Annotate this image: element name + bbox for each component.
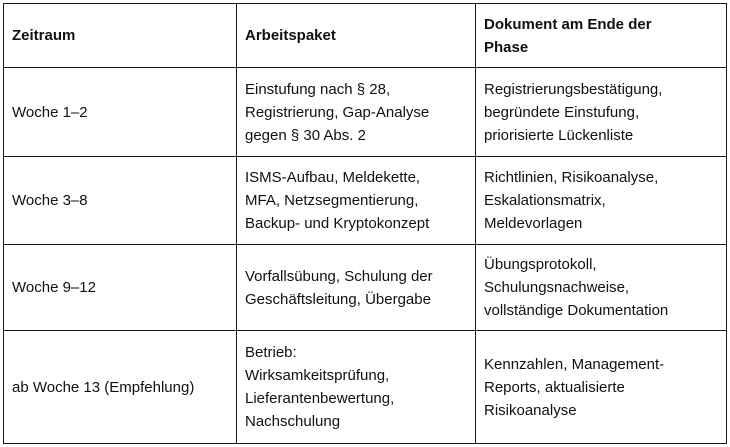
cell-line: vollständige Dokumentation [484, 302, 669, 319]
cell-arbeitspaket [237, 245, 476, 331]
cell-dokument [476, 157, 727, 245]
header-arbeitspaket: Arbeitspaket [237, 4, 476, 68]
cell-line: Registrierung, Gap-Analyse [245, 103, 430, 121]
cell-line: Lieferantenbewertung, [245, 390, 395, 407]
header-dokument [476, 4, 727, 68]
cell-line: Betrieb: [245, 344, 297, 361]
cell-line: Einstufung nach § 28, [245, 80, 391, 98]
cell-line: begründete Einstufung, [484, 103, 640, 121]
cell-line: gegen § 30 Abs. 2 [245, 126, 366, 144]
cell-zeitraum: ab Woche 13 (Empfehlung) [4, 331, 237, 444]
table-header-row [4, 4, 727, 68]
cell-line: Geschäftsleitung, Übergabe [245, 290, 431, 308]
cell-line: Registrierungsbestätigung, [484, 80, 663, 98]
cell-line: Schulungsnachweise, [484, 279, 630, 296]
phase-table [3, 3, 727, 444]
header-dokument-line: Phase [484, 38, 529, 56]
table-row [4, 331, 727, 444]
cell-zeitraum: Woche 1–2 [4, 68, 237, 157]
table-row [4, 245, 727, 331]
cell-arbeitspaket [237, 68, 476, 157]
cell-line: Reports, aktualisierte [484, 378, 625, 396]
cell-line: Eskalationsmatrix, [484, 192, 606, 209]
cell-line: Kennzahlen, Management- [484, 355, 665, 373]
cell-line: Richtlinien, Risikoanalyse, [484, 169, 659, 186]
cell-line: ISMS-Aufbau, Meldekette, [245, 169, 421, 186]
cell-dokument [476, 68, 727, 157]
cell-line: Risikoanalyse [484, 401, 577, 419]
header-dokument-line: Dokument am Ende der [484, 15, 652, 33]
cell-line: Vorfallsübung, Schulung der [245, 267, 433, 285]
table-row [4, 68, 727, 157]
table-row [4, 157, 727, 245]
cell-line: Nachschulung [245, 413, 341, 430]
cell-line: Übungsprotokoll, [484, 256, 597, 273]
cell-dokument [476, 245, 727, 331]
cell-line: Backup- und Kryptokonzept [245, 215, 430, 232]
cell-zeitraum: Woche 3–8 [4, 157, 237, 245]
cell-line: priorisierte Lückenliste [484, 126, 634, 144]
cell-dokument [476, 331, 727, 444]
cell-line: MFA, Netzsegmentierung, [245, 192, 419, 209]
cell-line: Meldevorlagen [484, 215, 583, 232]
cell-line: Wirksamkeitsprüfung, [245, 367, 390, 384]
header-zeitraum: Zeitraum [4, 4, 237, 68]
cell-zeitraum: Woche 9–12 [4, 245, 237, 331]
cell-arbeitspaket [237, 331, 476, 444]
cell-arbeitspaket [237, 157, 476, 245]
